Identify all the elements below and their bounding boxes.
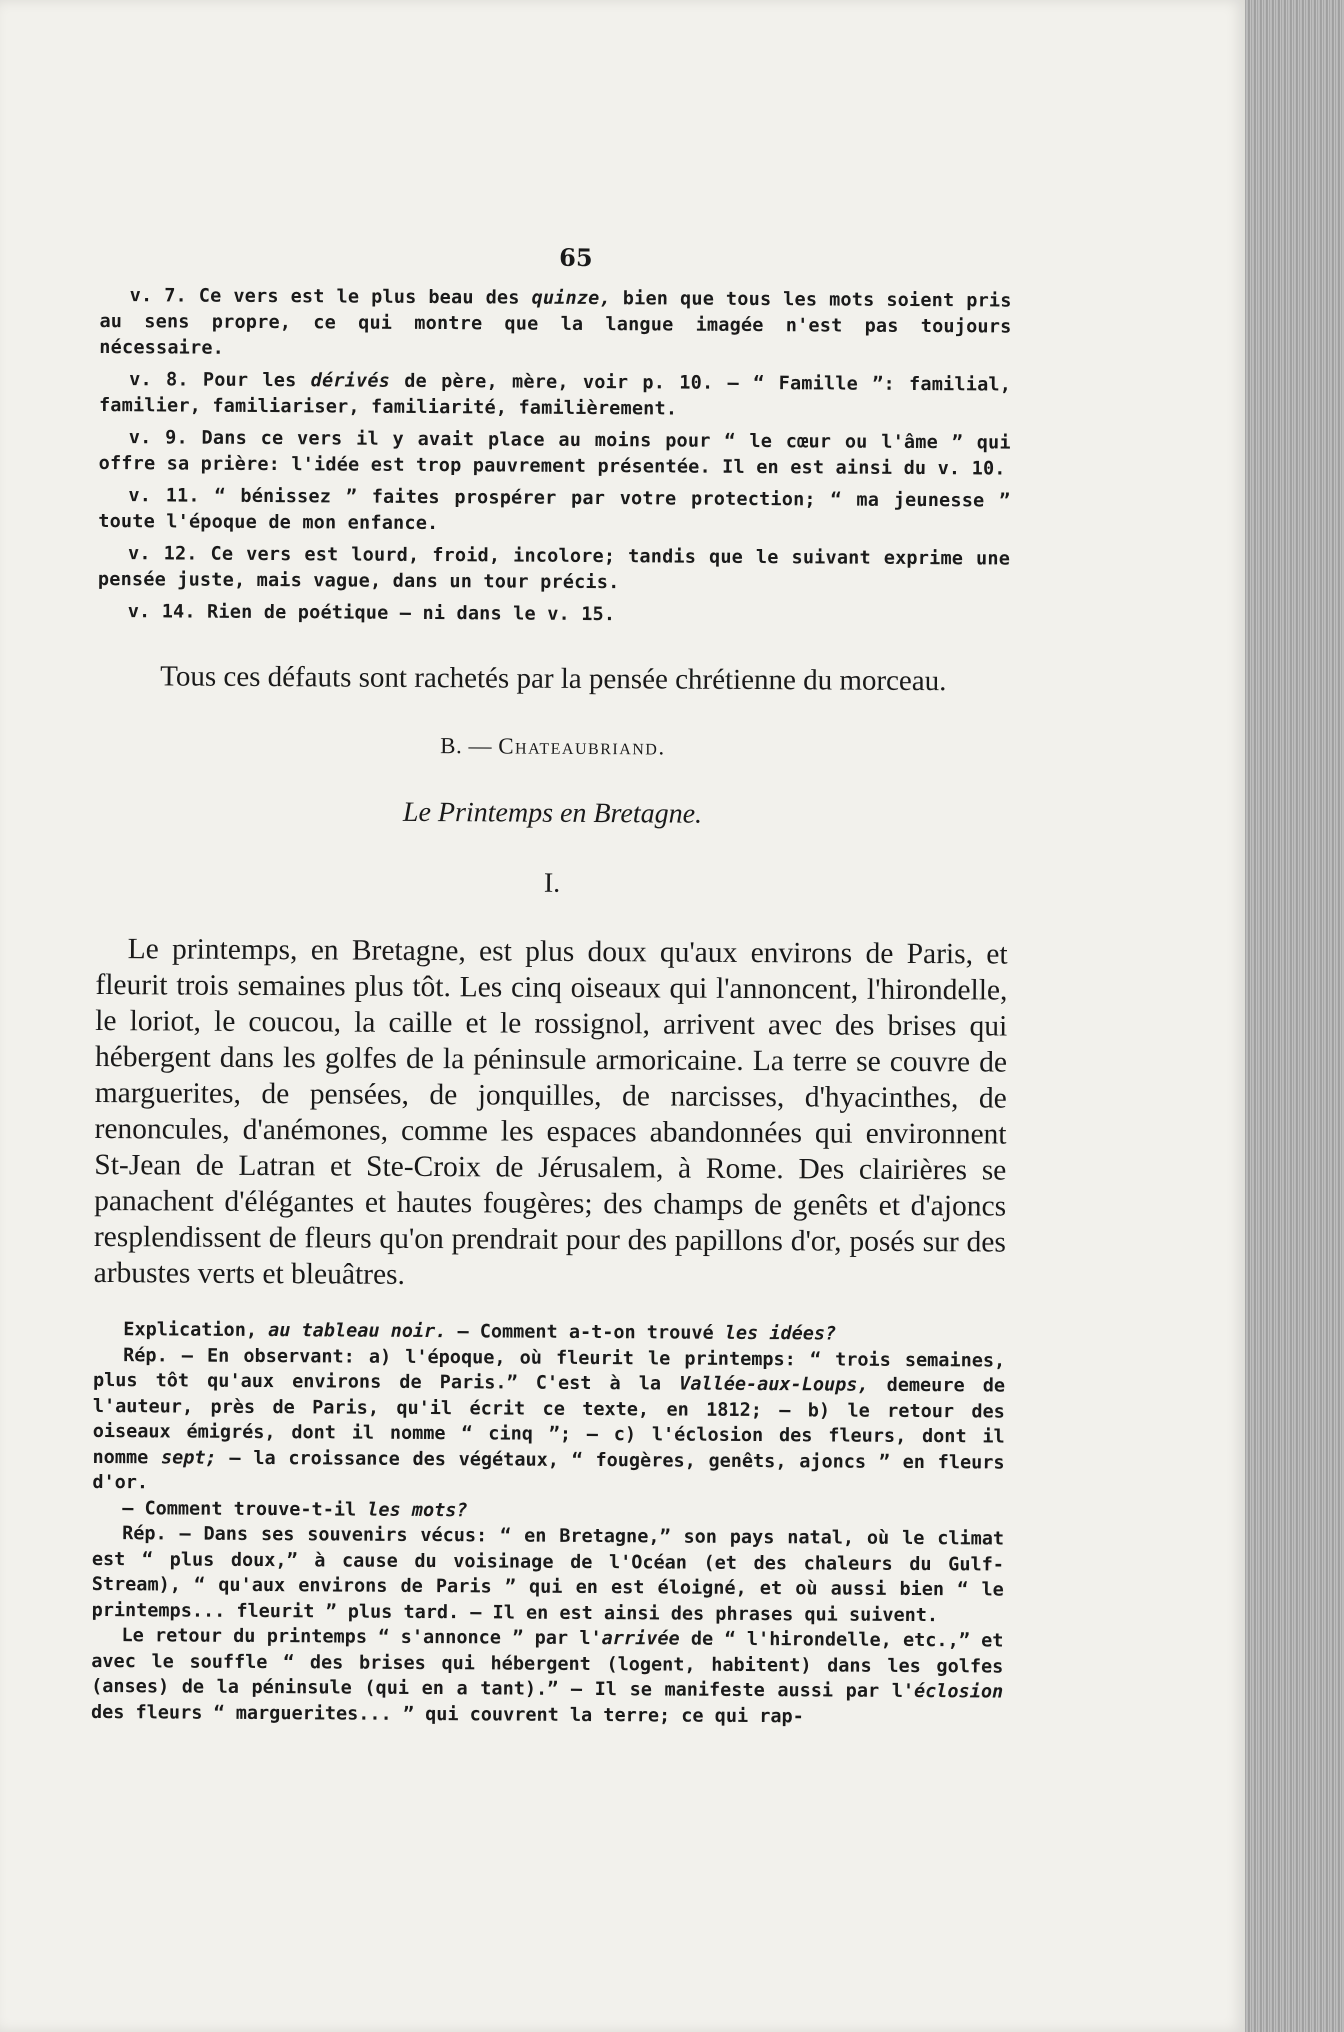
- explication-answer-ideas: Rép. — En observant: a) l'époque, où fleurit le printemps: “ trois semaines, plus tôt qu'aux environs de Paris.” C'est à la Vallée-aux-Loups, demeure de l'auteur, près de Paris, qu'il écrit ce texte, en 1812; — b) le retour des oiseaux émigrés, dont il nomme “ cinq ”; — c) l'éclosion des fleurs, dont il nomme sept; — la croissance des végétaux, “ fougères, genêts, ajoncs ” en fleurs d'or.: [92, 1344, 1006, 1494]
- note-v7: v. 7. Ce vers est le plus beau des quinze, bien que tous les mots soient pris au sens propre, ce qui montre que la langue imagée n'est pas toujours nécessaire.: [99, 285, 1012, 359]
- author-heading: B. — Chateaubriand.: [440, 733, 666, 760]
- explication-answer-words: Rép. — Dans ses souvenirs vécus: “ en Bretagne,” son pays natal, où le climat est “ plus doux,” à cause du voisinage de l'Océan (et des chaleurs du Gulf-Stream), “ qu'aux environs de Paris ” qui en est éloigné, et où aussi bien “ le printemps... fleurit ” plus tard. — Il en est ainsi des phrases qui suivent.: [91, 1523, 1005, 1626]
- note-v11: v. 11. “ bénissez ” faites prospérer par votre protection; “ ma jeunesse ” toute l'époque de mon enfance.: [98, 485, 1011, 535]
- explication-heading: Explication, au tableau noir. — Comment a-t-on trouvé les idées?: [123, 1319, 837, 1345]
- summary-line: Tous ces défauts sont rachetés par la pensée chrétienne du morceau.: [160, 660, 947, 698]
- note-v8: v. 8. Pour les dérivés de père, mère, voir p. 10. — “ Famille ”: familial, familier, familiariser, familiarité, familièrement.: [98, 369, 1012, 420]
- note-v9: v. 9. Dans ce vers il y avait place au moins pour “ le cœur ou l'âme ” qui offre sa prière: l'idée est trop pauvrement présentée. Il en est ainsi du v. 10.: [98, 427, 1011, 480]
- explication-continuation: Le retour du printemps “ s'annonce ” par l'arrivée de “ l'hirondelle, etc.,” et avec le souffle “ des brises qui hébergent (logent, habitent) dans les golfes (anses) de la péninsule (qui en a tant).” — Il se manifeste aussi par l'éclosion des fleurs “ marguerites... ” qui couvrent la terre; ce qui rap-: [90, 1625, 1004, 1727]
- page-text-block: [91, 240, 1012, 1731]
- main-paragraph: Le printemps, en Bretagne, est plus doux qu'aux environs de Paris, et fleurit trois semaines plus tôt. Les cinq oiseaux qui l'annoncent, l'hirondelle, le loriot, le coucou, la caille et le rossignol, arrivent avec des brises qui hébergent dans les golfes de la péninsule armoricaine. La terre se couvre de marguerites, de pensées, de jonquilles, de narcisses, d'hyacinthes, de renoncules, d'anémones, comme les espaces abandonnées qui environnent St-Jean de Latran et Ste-Croix de Jérusalem, à Rome. Des clairières se panachent d'élégantes et hautes fougères; des champs de genêts et d'ajoncs resplendissent de fleurs qu'on prendrait pour des papillons d'or, posés sur des arbustes verts et bleuâtres.: [93, 933, 1008, 1291]
- explication-question-words: — Comment trouve-t-il les mots?: [122, 1497, 468, 1521]
- note-v14: v. 14. Rien de poétique — ni dans le v. 15.: [127, 601, 616, 626]
- book-page-edge: [1245, 0, 1344, 2032]
- text-title: Le Printemps en Bretagne.: [402, 796, 703, 830]
- page-number: 65: [559, 242, 593, 273]
- section-number: I.: [543, 867, 561, 899]
- note-v12: v. 12. Ce vers est lourd, froid, incolore; tandis que le suivant exprime une pensée juste, mais vague, dans un tour précis.: [97, 543, 1011, 594]
